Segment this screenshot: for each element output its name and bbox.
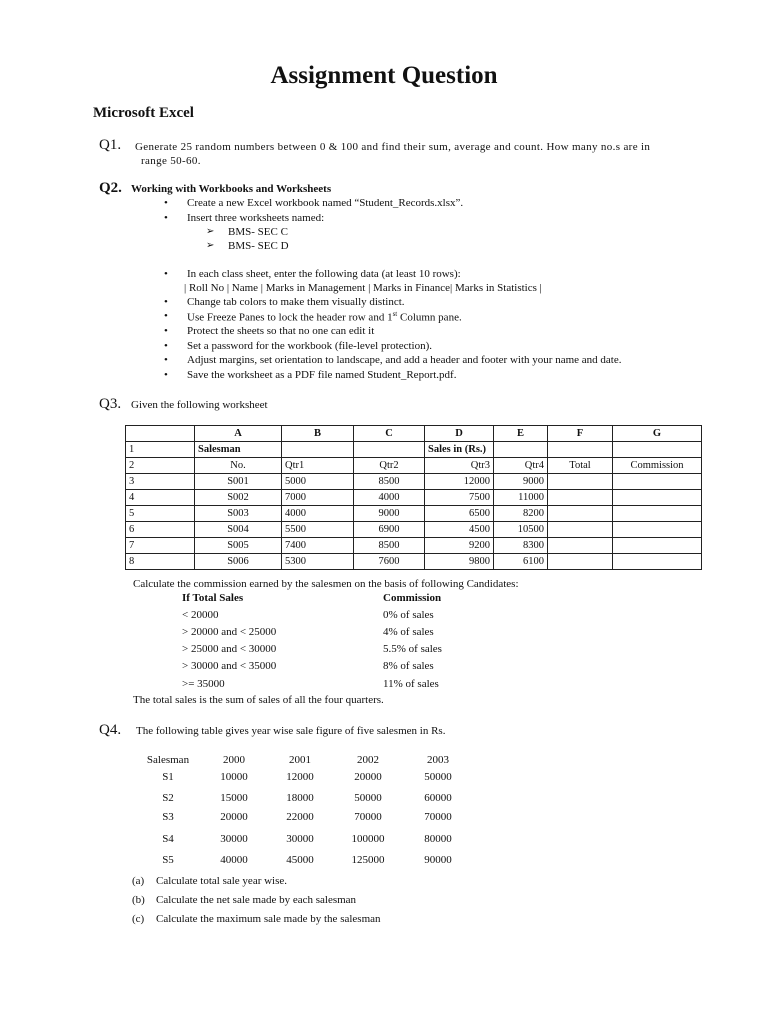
q4-intro: The following table gives year wise sale figure of five salesmen in Rs. bbox=[136, 725, 446, 737]
q4-cell: 125000 bbox=[351, 854, 385, 866]
q4-cell: 70000 bbox=[354, 811, 382, 823]
q4-header-2003: 2003 bbox=[427, 754, 449, 766]
slab-rate: 8% of sales bbox=[383, 660, 434, 672]
col-header-b: B bbox=[282, 426, 354, 442]
cell: No. bbox=[195, 458, 282, 474]
cell bbox=[613, 474, 702, 490]
cell-salesman-label: Salesman bbox=[195, 442, 282, 458]
q4-cell: 90000 bbox=[424, 854, 452, 866]
q4-cell: 40000 bbox=[220, 854, 248, 866]
cell: 8500 bbox=[354, 474, 425, 490]
q4-task-text-c: Calculate the maximum sale made by the salesman bbox=[156, 913, 381, 925]
cell: 6900 bbox=[354, 522, 425, 538]
page-title: Assignment Question bbox=[270, 62, 498, 89]
col-header-f: F bbox=[548, 426, 613, 442]
q2-heading: Working with Workbooks and Worksheets bbox=[131, 183, 332, 195]
cell: S003 bbox=[195, 506, 282, 522]
q4-number: Q4. bbox=[99, 722, 122, 738]
q4-cell: 70000 bbox=[424, 811, 452, 823]
cell: 7600 bbox=[354, 554, 425, 570]
q4-cell: 22000 bbox=[286, 811, 314, 823]
cell bbox=[354, 442, 425, 458]
q4-cell: 20000 bbox=[220, 811, 248, 823]
q4-cell: 30000 bbox=[220, 833, 248, 845]
q4-task-label-c: (c) bbox=[132, 913, 145, 925]
q4-cell: S4 bbox=[162, 833, 174, 845]
cell: 9000 bbox=[354, 506, 425, 522]
cell: S005 bbox=[195, 538, 282, 554]
cell: 11000 bbox=[494, 490, 548, 506]
q2-bullet-5-text-b: Column pane. bbox=[397, 311, 462, 324]
cell: 9800 bbox=[425, 554, 494, 570]
q2-number: Q2. bbox=[99, 180, 122, 196]
q4-task-text-a: Calculate total sale year wise. bbox=[156, 875, 288, 887]
q4-task-label-b: (b) bbox=[132, 894, 145, 906]
table-row bbox=[126, 458, 702, 474]
cell bbox=[548, 522, 613, 538]
cell: 5300 bbox=[282, 554, 354, 570]
q2-bullet-7: • Set a password for the workbook (file-level protection). bbox=[187, 340, 432, 352]
table-row bbox=[126, 538, 702, 554]
slab-range: >= 35000 bbox=[182, 678, 225, 690]
q4-cell: 60000 bbox=[424, 792, 452, 804]
cell bbox=[548, 474, 613, 490]
cell: 8200 bbox=[494, 506, 548, 522]
table-column-header-row bbox=[126, 426, 702, 442]
q3-header-commission: Commission bbox=[383, 592, 442, 604]
cell: 4000 bbox=[282, 506, 354, 522]
cell bbox=[548, 442, 613, 458]
q2-bullet-8: • Adjust margins, set orientation to landscape, and add a header and footer with your name and date. bbox=[187, 354, 621, 366]
col-header-a: A bbox=[195, 426, 282, 442]
cell bbox=[548, 538, 613, 554]
q4-cell: S5 bbox=[162, 854, 174, 866]
cell bbox=[613, 522, 702, 538]
q1-text-line2: range 50-60. bbox=[141, 155, 201, 167]
cell: 9000 bbox=[494, 474, 548, 490]
table-row bbox=[126, 522, 702, 538]
cell: S004 bbox=[195, 522, 282, 538]
cell: 4000 bbox=[354, 490, 425, 506]
cell: 5000 bbox=[282, 474, 354, 490]
slab-rate: 11% of sales bbox=[383, 678, 439, 690]
cell-sales-label: Sales in (Rs.) bbox=[425, 442, 494, 458]
q2-bullet-1: • Create a new Excel workbook named “Student_Records.xlsx”. bbox=[187, 197, 463, 209]
q4-cell: 100000 bbox=[351, 833, 385, 845]
table-row bbox=[126, 506, 702, 522]
slab-range: < 20000 bbox=[182, 609, 219, 621]
slab-rate: 0% of sales bbox=[383, 609, 434, 621]
q2-sub-2: ➢ BMS- SEC D bbox=[228, 240, 289, 252]
slab-rate: 5.5% of sales bbox=[383, 643, 442, 655]
col-header-g: G bbox=[613, 426, 702, 442]
q4-task-text-b: Calculate the net sale made by each salesman bbox=[156, 894, 357, 906]
row-number: 4 bbox=[126, 490, 195, 506]
q2-sub-1: ➢ BMS- SEC C bbox=[228, 226, 288, 238]
table-row bbox=[126, 490, 702, 506]
cell: 8300 bbox=[494, 538, 548, 554]
row-number: 2 bbox=[126, 458, 195, 474]
cell: Commission bbox=[613, 458, 702, 474]
slab-range: > 30000 and < 35000 bbox=[182, 660, 277, 672]
col-header-e: E bbox=[494, 426, 548, 442]
q2-bullet-2: • Insert three worksheets named: bbox=[187, 212, 324, 224]
q2-bullet-5 bbox=[187, 310, 462, 324]
cell: Total bbox=[548, 458, 613, 474]
cell: 6100 bbox=[494, 554, 548, 570]
q3-worksheet-table bbox=[125, 425, 702, 570]
row-number: 1 bbox=[126, 442, 195, 458]
cell: 7400 bbox=[282, 538, 354, 554]
cell: Qtr4 bbox=[494, 458, 548, 474]
cell bbox=[613, 554, 702, 570]
cell: Qtr2 bbox=[354, 458, 425, 474]
q4-cell: 20000 bbox=[354, 771, 382, 783]
q4-cell: 30000 bbox=[286, 833, 314, 845]
q2-bullet-3-columns: | Roll No | Name | Marks in Management | Marks in Finance| Marks in Statistics | bbox=[184, 282, 542, 294]
table-row bbox=[126, 474, 702, 490]
cell: 10500 bbox=[494, 522, 548, 538]
q4-header-2000: 2000 bbox=[223, 754, 245, 766]
corner-cell bbox=[126, 426, 195, 442]
cell bbox=[613, 506, 702, 522]
section-heading: Microsoft Excel bbox=[93, 105, 194, 121]
q4-header-salesman: Salesman bbox=[146, 754, 190, 766]
slab-range: > 25000 and < 30000 bbox=[182, 643, 277, 655]
q4-cell: S1 bbox=[162, 771, 174, 783]
q4-cell: 10000 bbox=[220, 771, 248, 783]
q4-cell: S2 bbox=[162, 792, 174, 804]
row-number: 8 bbox=[126, 554, 195, 570]
col-header-c: C bbox=[354, 426, 425, 442]
cell: 8500 bbox=[354, 538, 425, 554]
row-number: 7 bbox=[126, 538, 195, 554]
cell: 7500 bbox=[425, 490, 494, 506]
q4-cell: 15000 bbox=[220, 792, 248, 804]
q3-note: The total sales is the sum of sales of all the four quarters. bbox=[133, 694, 384, 706]
slab-range: > 20000 and < 25000 bbox=[182, 626, 277, 638]
cell: 9200 bbox=[425, 538, 494, 554]
q3-intro: Given the following worksheet bbox=[131, 399, 268, 411]
cell: S002 bbox=[195, 490, 282, 506]
q4-cell: 12000 bbox=[286, 771, 314, 783]
cell: S006 bbox=[195, 554, 282, 570]
cell: 12000 bbox=[425, 474, 494, 490]
q4-cell: S3 bbox=[162, 811, 174, 823]
q4-header-2002: 2002 bbox=[357, 754, 379, 766]
cell bbox=[548, 490, 613, 506]
row-number: 6 bbox=[126, 522, 195, 538]
q2-bullet-3: • In each class sheet, enter the following data (at least 10 rows): bbox=[187, 268, 461, 280]
cell bbox=[548, 554, 613, 570]
slab-rate: 4% of sales bbox=[383, 626, 434, 638]
row-number: 5 bbox=[126, 506, 195, 522]
q4-cell: 50000 bbox=[354, 792, 382, 804]
q4-header-2001: 2001 bbox=[289, 754, 311, 766]
cell: Qtr1 bbox=[282, 458, 354, 474]
q2-bullet-5-sup: st bbox=[392, 310, 398, 318]
q1-number: Q1. bbox=[99, 137, 122, 153]
cell bbox=[494, 442, 548, 458]
cell: 4500 bbox=[425, 522, 494, 538]
cell bbox=[613, 442, 702, 458]
cell: S001 bbox=[195, 474, 282, 490]
q4-cell: 18000 bbox=[286, 792, 314, 804]
cell: 5500 bbox=[282, 522, 354, 538]
q2-bullet-6: • Protect the sheets so that no one can edit it bbox=[187, 325, 374, 337]
cell bbox=[282, 442, 354, 458]
q3-number: Q3. bbox=[99, 396, 122, 412]
q2-bullet-9: • Save the worksheet as a PDF file named Student_Report.pdf. bbox=[187, 369, 456, 381]
cell bbox=[548, 506, 613, 522]
table-row bbox=[126, 554, 702, 570]
q4-cell: 80000 bbox=[424, 833, 452, 845]
q2-bullet-5-text-a: Use Freeze Panes to lock the header row and 1 bbox=[187, 311, 393, 324]
q1-text-line1: Generate 25 random numbers between 0 & 100 and find their sum, average and count. How many no.s are in bbox=[135, 141, 651, 153]
q4-cell: 50000 bbox=[424, 771, 452, 783]
cell: 7000 bbox=[282, 490, 354, 506]
q4-task-label-a: (a) bbox=[132, 875, 145, 887]
cell bbox=[613, 490, 702, 506]
cell: 6500 bbox=[425, 506, 494, 522]
q4-cell: 45000 bbox=[286, 854, 314, 866]
q3-calc-text: Calculate the commission earned by the salesmen on the basis of following Candidates: bbox=[133, 578, 519, 590]
cell: Qtr3 bbox=[425, 458, 494, 474]
q3-header-sales: If Total Sales bbox=[182, 592, 244, 604]
row-number: 3 bbox=[126, 474, 195, 490]
q2-bullet-4: • Change tab colors to make them visually distinct. bbox=[187, 296, 405, 308]
col-header-d: D bbox=[425, 426, 494, 442]
table-row bbox=[126, 442, 702, 458]
cell bbox=[613, 538, 702, 554]
